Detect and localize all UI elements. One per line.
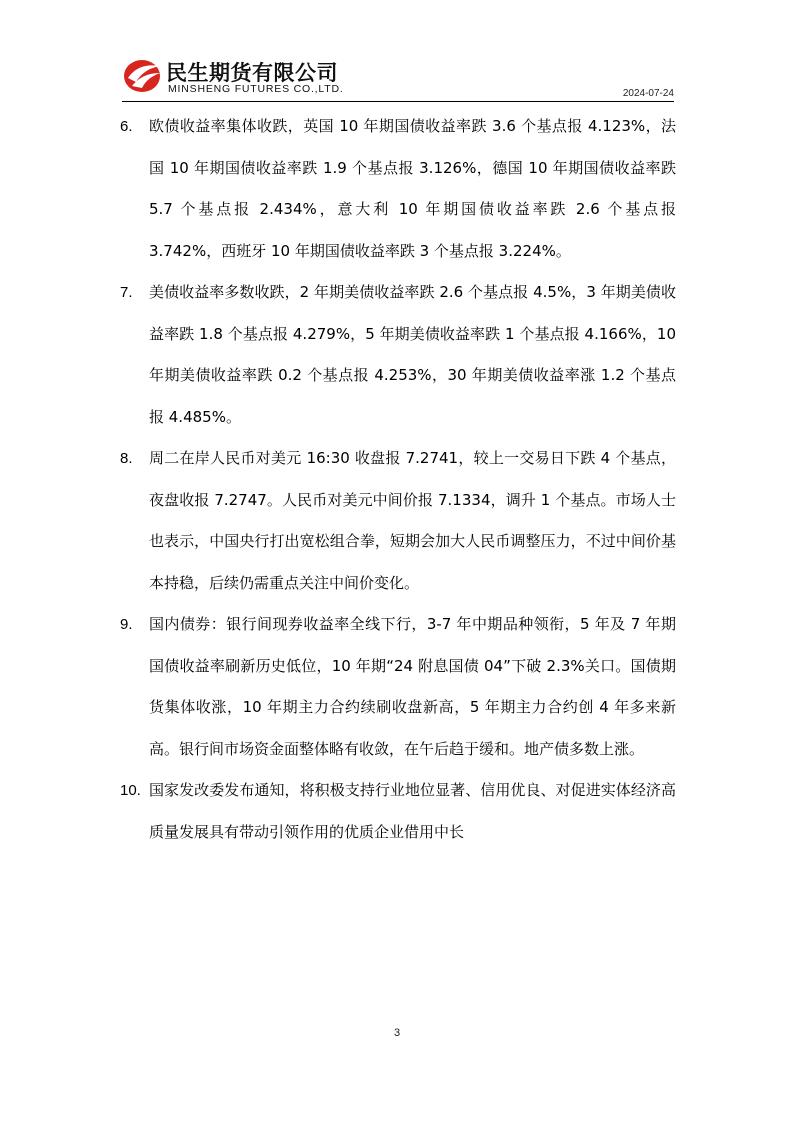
minsheng-logo-icon [122,56,162,94]
report-date: 2024-07-24 [622,88,674,99]
list-item [120,770,676,853]
item-text: 周二在岸人民币对美元 16:30 收盘报 7.2741，较上一交易日下跌 4 个基点，夜盘收报 7.2747。人民币对美元中间价报 7.1334，调升 1 个基点。市场人士也表示，中国央行打出宽松组合拳，短期会加大人民币调整压力，不过中间价基本持稳，后续仍需重点关注中间价变化。 [149,449,676,592]
item-number: 6. [120,118,133,135]
header-divider [122,101,674,102]
item-text: 国内债券：银行间现券收益率全线下行，3-7 年中期品种领衔，5 年及 7 年期国债收益率刷新历史低位，10 年期“24 附息国债 04”下破 2.3%关口。国债期货集体收涨，10 年期主力合约续刷收盘新高，5 年期主力合约创 4 年多来新高。银行间市场资金面整体略有收敛，在午后趋于缓和。地产债多数上涨。 [149,615,676,758]
brand-name-cn: 民生期货有限公司 [166,61,338,85]
list-item [120,604,676,770]
page-header [122,54,674,102]
report-body [120,106,676,853]
item-number: 8. [120,450,133,467]
item-number: 9. [120,616,133,633]
item-number: 7. [120,284,133,301]
page-number: 3 [393,1027,401,1039]
list-item [120,438,676,604]
list-item [120,272,676,438]
item-text: 国家发改委发布通知，将积极支持行业地位显著、信用优良、对促进实体经济高质量发展具有带动引领作用的优质企业借用中长 [149,781,676,841]
list-item [120,106,676,272]
item-text: 美债收益率多数收跌，2 年期美债收益率跌 2.6 个基点报 4.5%，3 年期美债收益率跌 1.8 个基点报 4.279%，5 年期美债收益率跌 1 个基点报 4.166%，10 年期美债收益率跌 0.2 个基点报 4.253%，30 年期美债收益率涨 1.2 个基点报 4.485%。 [149,283,676,426]
item-text: 欧债收益率集体收跌，英国 10 年期国债收益率跌 3.6 个基点报 4.123%，法国 10 年期国债收益率跌 1.9 个基点报 3.126%，德国 10 年期国债收益率跌 5.7 个基点报 2.434%，意大利 10 年期国债收益率跌 2.6 个基点报 3.742%，西班牙 10 年期国债收益率跌 3 个基点报 3.224%。 [149,117,676,260]
item-number: 10. [120,782,141,799]
brand-name-en: MINSHENG FUTURES CO.,LTD. [168,83,344,95]
